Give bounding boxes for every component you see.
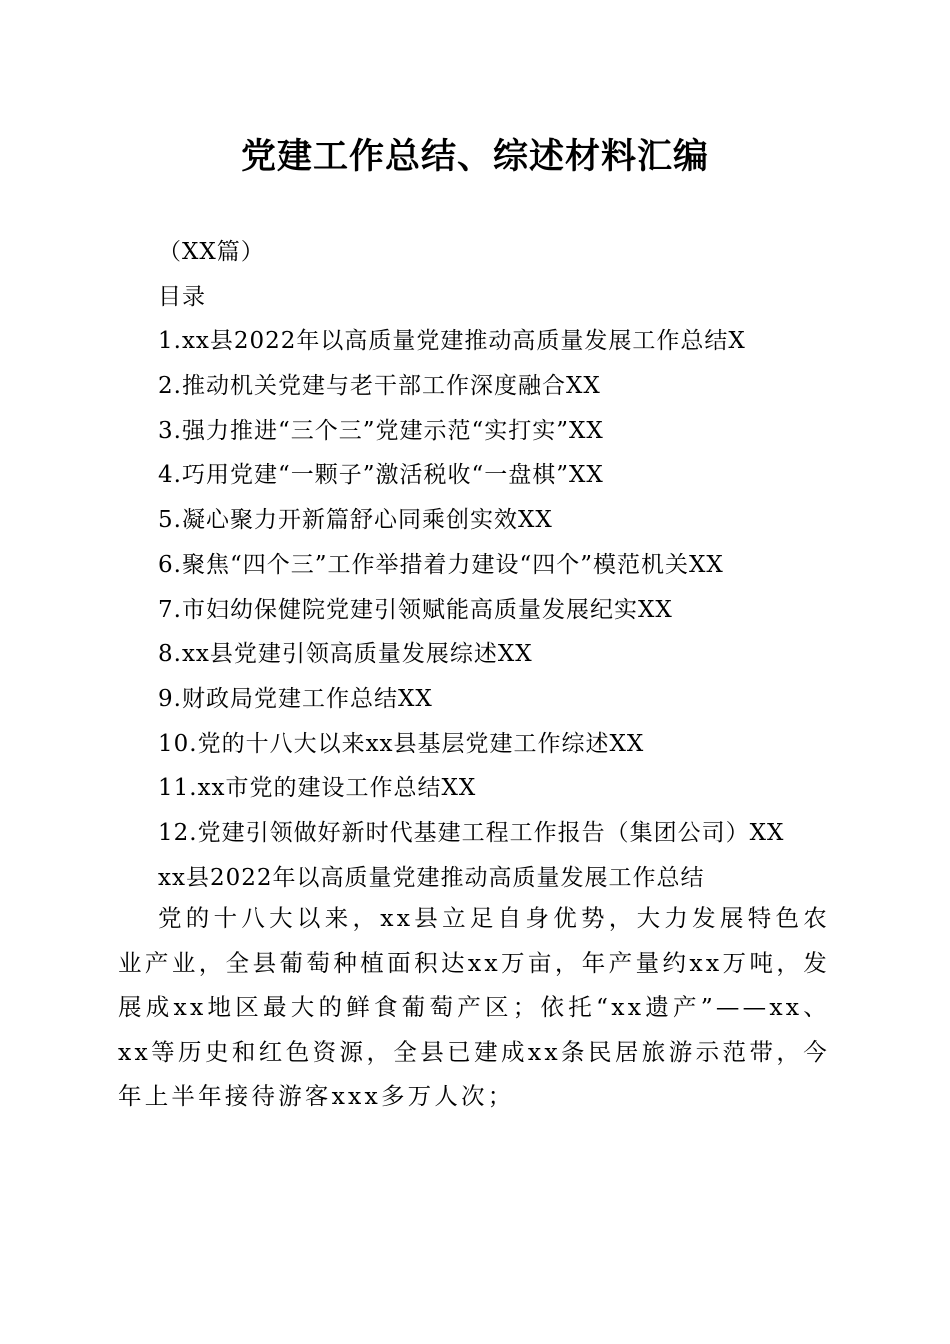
body-paragraph: 党的十八大以来，xx县立足自身优势，大力发展特色农业产业，全县葡萄种植面积达xx万亩，年产量约xx万吨，发展成xx地区最大的鲜食葡萄产区；依托“xx遗产”——xx、xx等历史和红色资源，全县已建成xx条民居旅游示范带，今年上半年接待游客xxx多万人次；: [118, 904, 830, 1110]
toc-item: 2.推动机关党建与老干部工作深度融合XX: [158, 373, 601, 400]
document-title: 党建工作总结、综述材料汇编: [240, 137, 709, 177]
toc-item: 1.xx县2022年以高质量党建推动高质量发展工作总结X: [158, 328, 746, 355]
toc-item: 8.xx县党建引领高质量发展综述XX: [158, 641, 533, 668]
toc-heading: 目录: [158, 283, 206, 310]
toc-item: 11.xx市党的建设工作总结XX: [158, 775, 477, 802]
section-title: xx县2022年以高质量党建推动高质量发展工作总结: [158, 864, 705, 891]
toc-item: 7.市妇幼保健院党建引领赋能高质量发展纪实XX: [158, 596, 673, 623]
toc-item: 4.巧用党建“一颗子”激活税收“一盘棋”XX: [158, 462, 604, 489]
toc-item: 9.财政局党建工作总结XX: [158, 685, 433, 712]
toc-item: 12.党建引领做好新时代基建工程工作报告（集团公司）XX: [158, 819, 785, 846]
toc-item: 5.凝心聚力开新篇舒心同乘创实效XX: [158, 507, 553, 534]
subtitle: （XX篇）: [158, 239, 265, 265]
table-of-contents: [158, 230, 878, 900]
toc-item: 10.党的十八大以来xx县基层党建工作综述XX: [158, 730, 645, 757]
toc-item: 3.强力推进“三个三”党建示范“实打实”XX: [158, 417, 604, 444]
toc-item: 6.聚焦“四个三”工作举措着力建设“四个”模范机关XX: [158, 551, 724, 578]
